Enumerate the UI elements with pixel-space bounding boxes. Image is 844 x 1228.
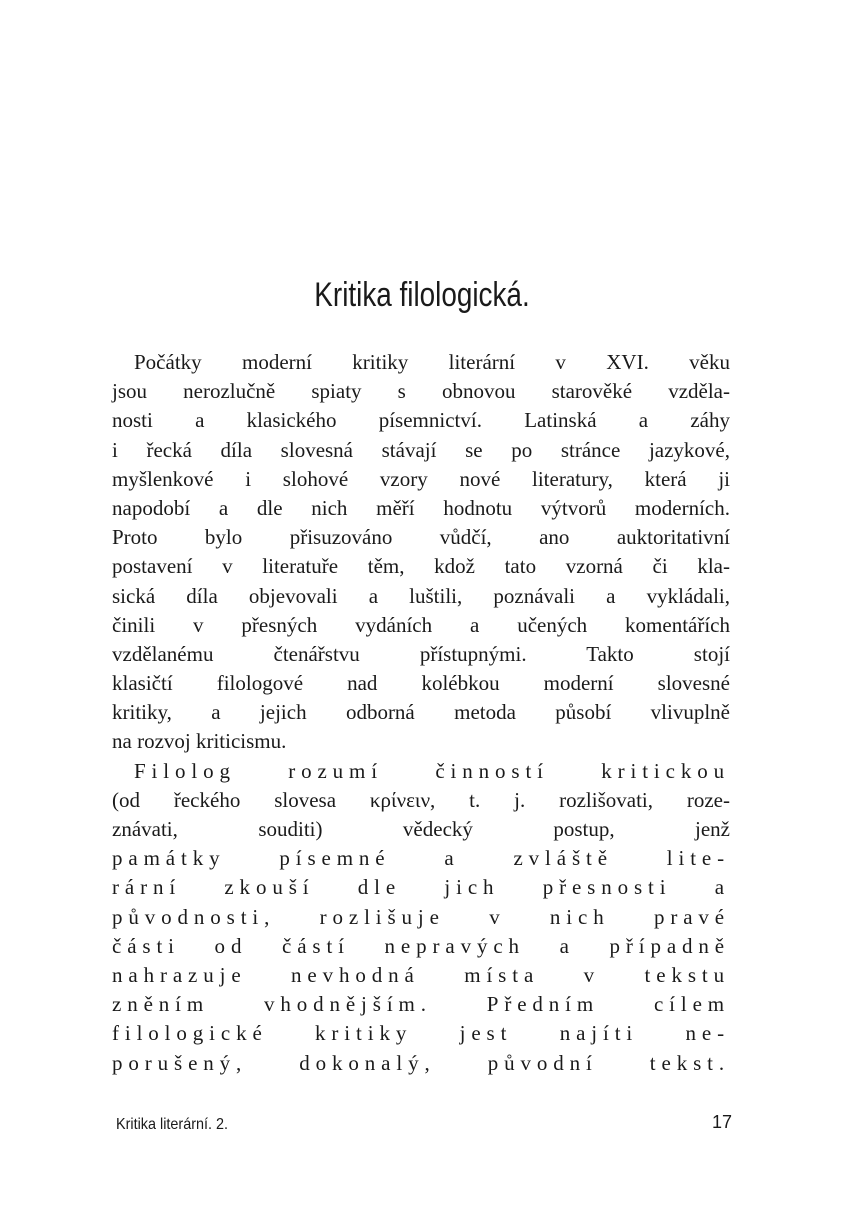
- text-line: filologické kritiky jest najíti ne-: [112, 1021, 730, 1046]
- text-line: rární zkouší dle jich přesnosti a: [112, 875, 730, 900]
- text-line: napodobí a dle nich měří hodnotu výtvorů moderních.: [112, 495, 730, 520]
- signature-mark: Kritika literární. 2.: [116, 1116, 229, 1133]
- text-line: části od částí nepravých a případně: [112, 933, 730, 958]
- page-number: 17: [712, 1112, 733, 1132]
- body-text: [112, 348, 730, 1078]
- text-line: původnosti, rozlišuje v nich pravé: [112, 904, 730, 929]
- text-line: Filolog rozumí činností kritickou: [134, 758, 730, 783]
- text-line: sická díla objevovali a luštili, poznávali a vykládali,: [112, 583, 730, 608]
- text-line: nosti a klasického písemnictví. Latinská a záhy: [112, 408, 730, 433]
- chapter-title: Kritika filologická.: [314, 276, 530, 314]
- text-line: jsou nerozlučně spiaty s obnovou starověké vzděla-: [112, 379, 730, 404]
- text-line: vzdělanému čtenářstvu přístupnými. Takto stojí: [112, 641, 730, 666]
- text-line: činili v přesných vydáních a učených komentářích: [112, 612, 730, 637]
- text-line: znávati, souditi) vědecký postup, jenž: [112, 817, 730, 841]
- text-line: Počátky moderní kritiky literární v XVI. věku: [134, 350, 730, 374]
- text-line: na rozvoj kriticismu.: [112, 729, 287, 754]
- text-line: zněním vhodnějším. Předním cílem: [112, 992, 730, 1017]
- text-line: postavení v literatuře těm, kdož tato vzorná či kla-: [112, 554, 730, 579]
- text-line: i řecká díla slovesná stávají se po stránce jazykové,: [112, 437, 730, 462]
- text-line: (od řeckého slovesa κρίνειν, t. j. rozlišovati, roze-: [112, 787, 730, 812]
- text-line: kritiky, a jejich odborná metoda působí vlivuplně: [112, 700, 730, 725]
- text-line: porušený, dokonalý, původní tekst.: [112, 1050, 730, 1075]
- text-line: nahrazuje nevhodná místa v tekstu: [112, 962, 730, 987]
- text-line: Proto bylo přisuzováno vůdčí, ano auktoritativní: [112, 525, 730, 550]
- text-line: myšlenkové i slohové vzory nové literatury, která ji: [112, 466, 730, 491]
- text-line: klasičtí filologové nad kolébkou moderní slovesné: [112, 671, 730, 696]
- text-line: památky písemné a zvláště lite-: [112, 846, 730, 871]
